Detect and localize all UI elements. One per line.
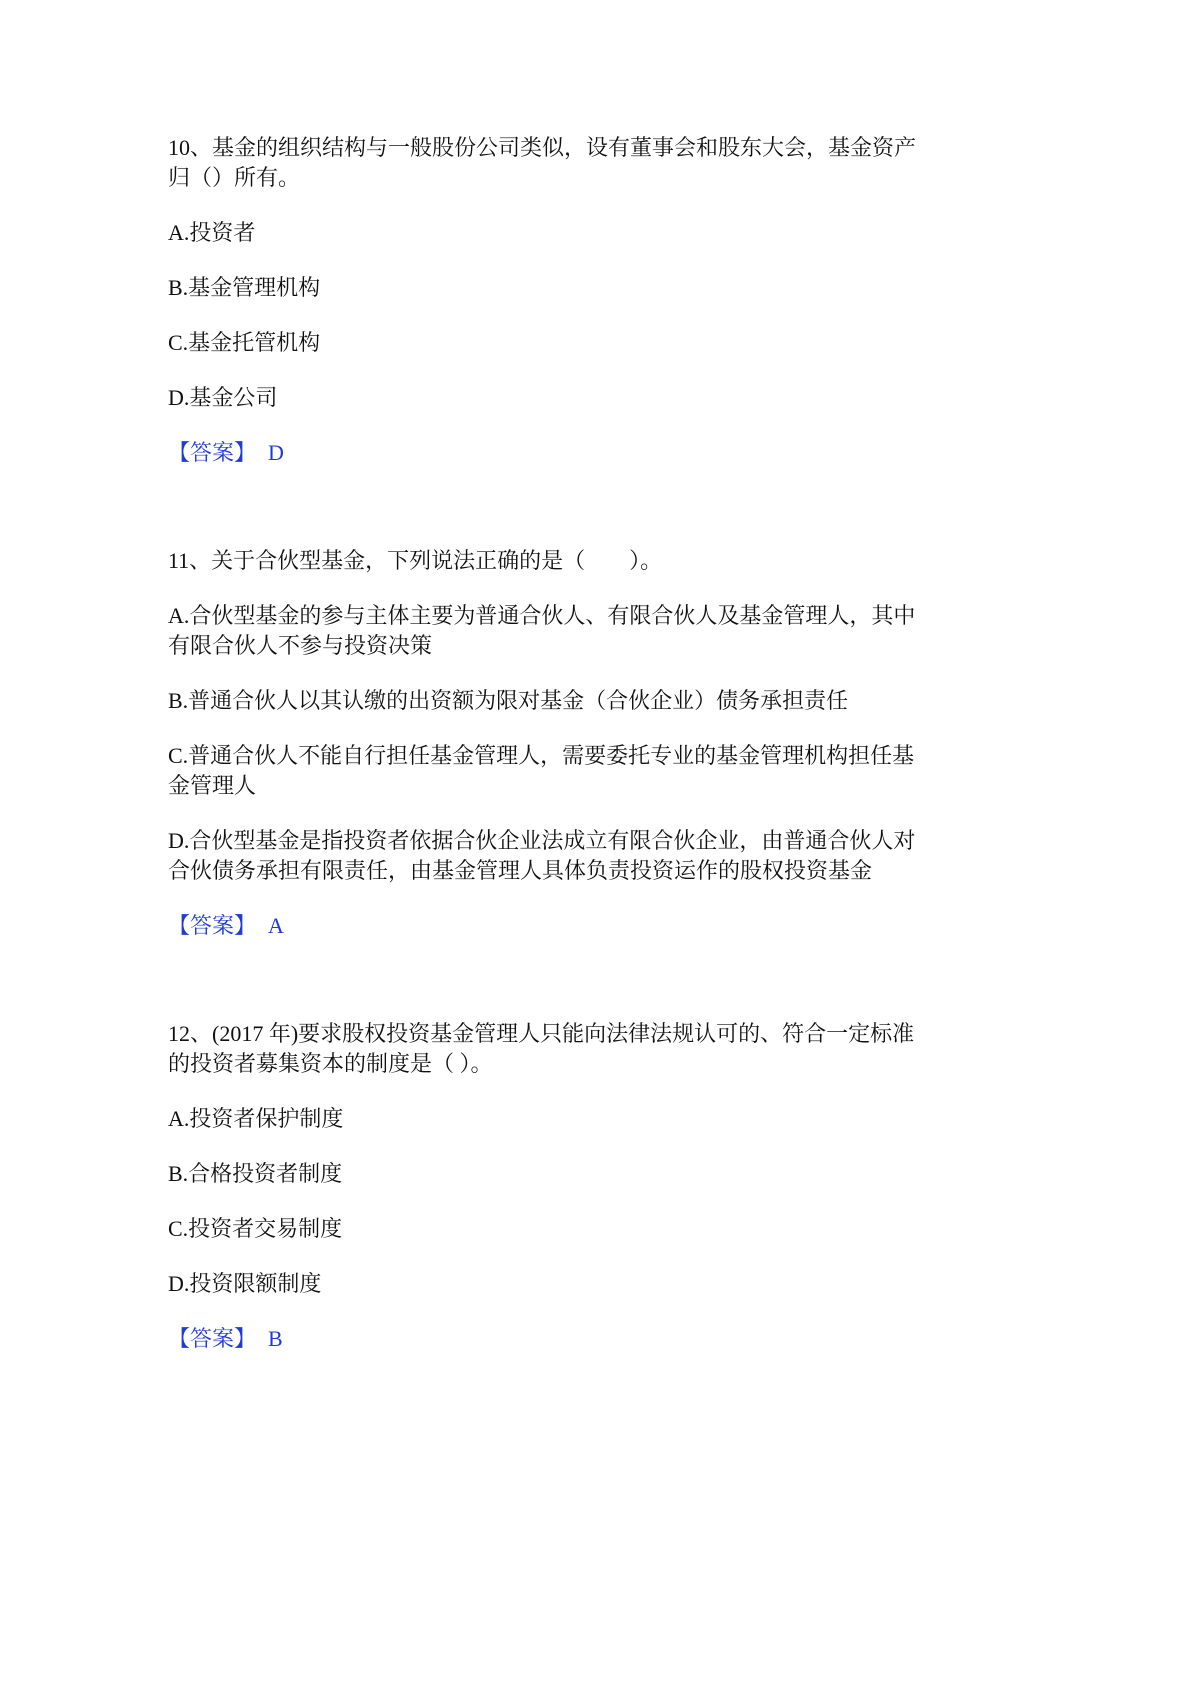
question-stem — [168, 546, 1068, 576]
option-b — [168, 273, 1068, 303]
option-d — [168, 383, 1068, 413]
option-text-line: D.合伙型基金是指投资者依据合伙企业法成立有限合伙企业，由普通合伙人对 — [168, 828, 916, 853]
question-stem-line: 归（）所有。 — [168, 165, 301, 190]
option-b — [168, 686, 1068, 716]
question-11 — [168, 546, 1068, 941]
option-a — [168, 601, 1068, 661]
page-content — [168, 133, 1068, 1354]
question-12 — [168, 1019, 1068, 1354]
option-b — [168, 1159, 1068, 1189]
option-text-line: D.投资限额制度 — [168, 1271, 322, 1296]
answer-label: 【答案】 — [168, 1326, 257, 1351]
option-text-line: C.普通合伙人不能自行担任基金管理人，需要委托专业的基金管理机构担任基 — [168, 743, 915, 768]
answer-label: 【答案】 — [168, 913, 257, 938]
option-text-line: C.基金托管机构 — [168, 330, 321, 355]
option-text-line: D.基金公司 — [168, 385, 278, 410]
option-c — [168, 328, 1068, 358]
option-text-line: B.基金管理机构 — [168, 275, 321, 300]
option-a — [168, 1104, 1068, 1134]
option-a — [168, 218, 1068, 248]
question-stem-line: 12、(2017 年)要求股权投资基金管理人只能向法律法规认可的、符合一定标准 — [168, 1021, 915, 1046]
option-text-line: C.投资者交易制度 — [168, 1216, 343, 1241]
option-text-line: B.合格投资者制度 — [168, 1161, 343, 1186]
answer-value: B — [268, 1326, 283, 1351]
question-stem-line: 11、关于合伙型基金，下列说法正确的是（ ）。 — [168, 548, 663, 573]
option-c — [168, 741, 1068, 801]
question-10 — [168, 133, 1068, 468]
option-text-line: A.投资者 — [168, 220, 256, 245]
option-text-line: 金管理人 — [168, 773, 257, 798]
option-text-line: A.合伙型基金的参与主体主要为普通合伙人、有限合伙人及基金管理人，其中 — [168, 603, 916, 628]
question-stem-line: 的投资者募集资本的制度是（ ）。 — [168, 1051, 493, 1076]
option-d — [168, 826, 1068, 886]
answer-line — [168, 911, 1068, 941]
question-stem — [168, 1019, 1068, 1079]
answer-label: 【答案】 — [168, 440, 257, 465]
answer-line — [168, 438, 1068, 468]
option-text-line: B.普通合伙人以其认缴的出资额为限对基金（合伙企业）债务承担责任 — [168, 688, 849, 713]
question-stem-line: 10、基金的组织结构与一般股份公司类似，设有董事会和股东大会，基金资产 — [168, 135, 917, 160]
answer-line — [168, 1324, 1068, 1354]
option-text-line: A.投资者保护制度 — [168, 1106, 344, 1131]
question-stem — [168, 133, 1068, 193]
option-c — [168, 1214, 1068, 1244]
answer-value: D — [268, 440, 284, 465]
option-text-line: 有限合伙人不参与投资决策 — [168, 633, 433, 658]
option-d — [168, 1269, 1068, 1299]
answer-value: A — [268, 913, 284, 938]
option-text-line: 合伙债务承担有限责任，由基金管理人具体负责投资运作的股权投资基金 — [168, 858, 873, 883]
